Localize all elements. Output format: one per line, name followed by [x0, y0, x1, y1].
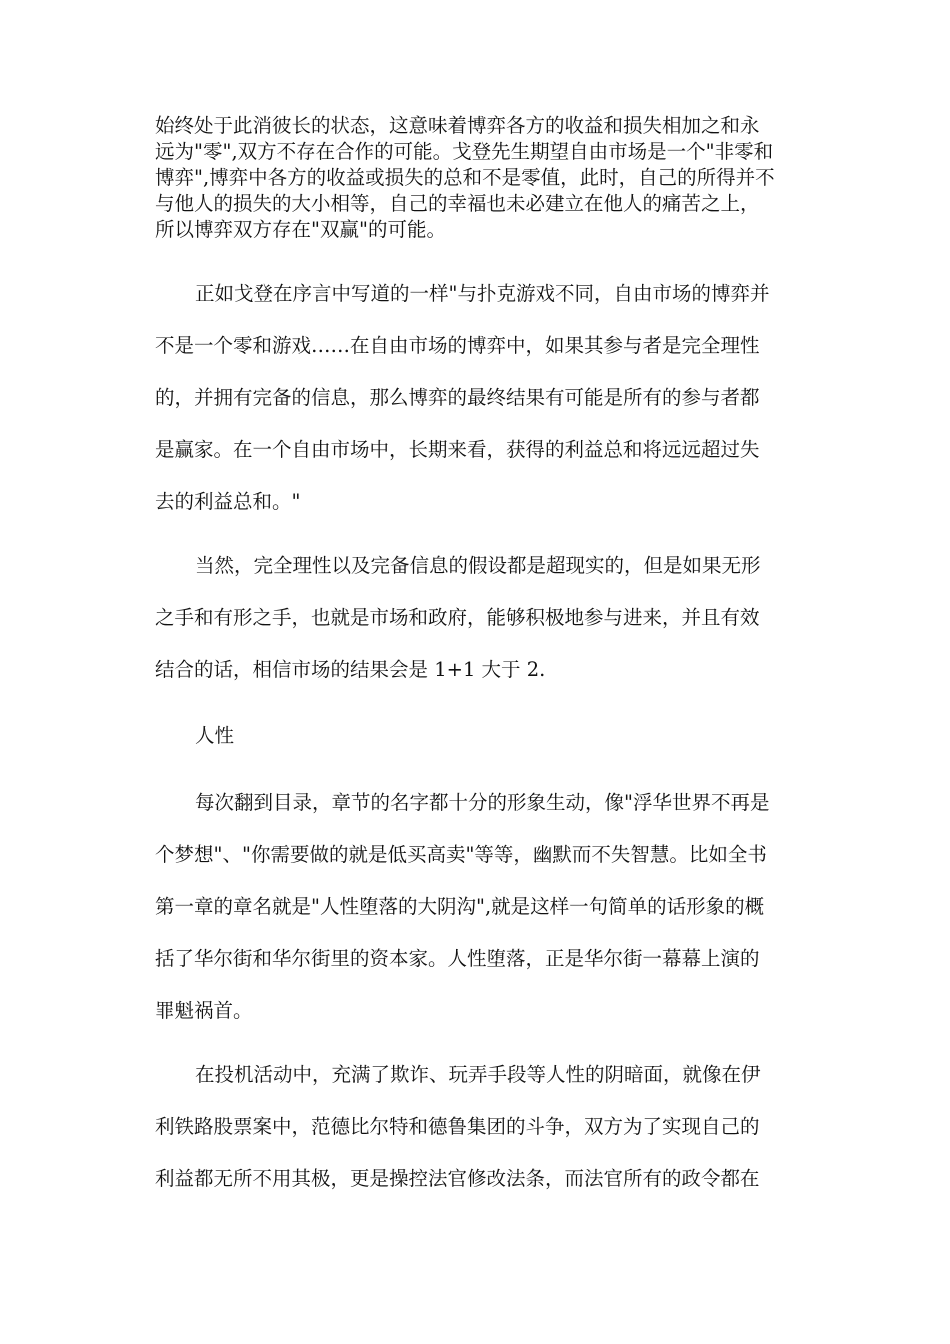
- paragraph-2: [155, 268, 801, 528]
- text-line: 第一章的章名就是"人性堕落的大阴沟",就是这样一句简单的话形象的概: [155, 895, 765, 918]
- text-line: 结合的话，相信市场的结果会是 1+1 大于 2.: [155, 658, 546, 681]
- text-line: 个梦想"、"你需要做的就是低买高卖"等等，幽默而不失智慧。比如全书: [155, 843, 767, 866]
- text-line: 所以博弈双方存在"双赢"的可能。: [155, 218, 446, 241]
- text-line: 当然，完全理性以及完备信息的假设都是超现实的，但是如果无形: [195, 554, 761, 577]
- paragraph-3: [155, 540, 801, 696]
- text-line: 罪魁祸首。: [155, 999, 253, 1022]
- text-line: 博弈",博弈中各方的收益或损失的总和不是零值，此时，自己的所得并不: [155, 166, 775, 189]
- text-line: 利铁路股票案中，范德比尔特和德鲁集团的斗争，双方为了实现自己的: [155, 1115, 760, 1138]
- text-line: 不是一个零和游戏……在自由市场的博弈中，如果其参与者是完全理性: [155, 334, 760, 357]
- text-line: 之手和有形之手，也就是市场和政府，能够积极地参与进来，并且有效: [155, 606, 760, 629]
- text-line: 在投机活动中，充满了欺诈、玩弄手段等人性的阴暗面，就像在伊: [195, 1063, 761, 1086]
- text-line: 始终处于此消彼长的状态，这意味着博弈各方的收益和损失相加之和永: [155, 114, 760, 137]
- section-heading: [155, 710, 801, 762]
- text-line: 是赢家。在一个自由市场中，长期来看，获得的利益总和将远远超过失: [155, 438, 760, 461]
- paragraph-1: [155, 113, 801, 243]
- paragraph-5: [155, 777, 801, 1037]
- text-line: 正如戈登在序言中写道的一样"与扑克游戏不同，自由市场的博弈并: [195, 282, 770, 305]
- text-line: 去的利益总和。": [155, 490, 301, 513]
- text-line: 利益都无所不用其极，更是操控法官修改法条，而法官所有的政令都在: [155, 1167, 760, 1190]
- text-line: 远为"零",双方不存在合作的可能。戈登先生期望自由市场是一个"非零和: [155, 140, 774, 163]
- section-heading-text: 人性: [195, 724, 235, 747]
- text-line: 与他人的损失的大小相等，自己的幸福也未必建立在他人的痛苦之上，: [155, 192, 760, 215]
- text-line: 每次翻到目录，章节的名字都十分的形象生动，像"浮华世界不再是: [195, 791, 770, 814]
- text-line: 括了华尔街和华尔街里的资本家。人性堕落，正是华尔街一幕幕上演的: [155, 947, 760, 970]
- text-line: 的，并拥有完备的信息，那么博弈的最终结果有可能是所有的参与者都: [155, 386, 760, 409]
- paragraph-6: [155, 1049, 801, 1205]
